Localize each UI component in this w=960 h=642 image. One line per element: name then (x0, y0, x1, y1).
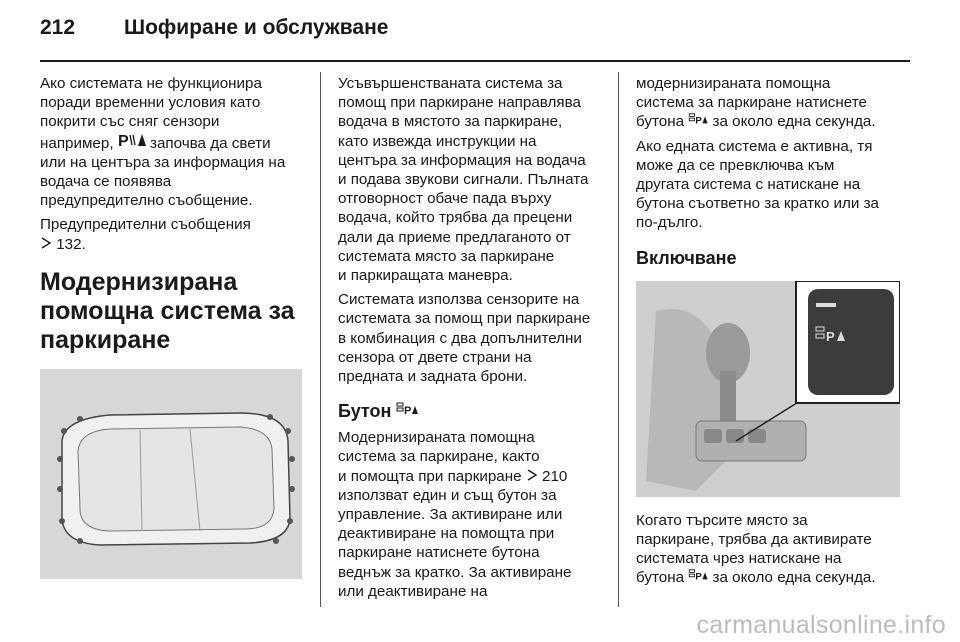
text-line: или на центъра за информация на (40, 153, 286, 171)
cross-reference-link[interactable]: 210 (542, 467, 568, 485)
text-line: и помощта при паркиране (338, 467, 522, 485)
text-line: сензора от двете страни на (338, 348, 532, 366)
svg-text:P: P (826, 328, 835, 344)
text-line: бутона съответно за кратко или за (636, 195, 879, 213)
text-line: паркиране натиснете бутона (338, 544, 540, 562)
text-line: предупредително съобщение. (40, 192, 253, 210)
text-line: веднъж за кратко. За активиране (338, 563, 572, 581)
page-number: 212 (40, 16, 76, 39)
column-divider (618, 72, 619, 607)
parking-assist-icon (396, 400, 418, 422)
paragraph-search-parking (636, 511, 904, 588)
heading-line: паркиране (40, 325, 171, 354)
text-line: помощ при паркиране направлява (338, 94, 581, 112)
text-line: Ако едната система е активна, тя (636, 137, 873, 155)
text-line: предната и задната брони. (338, 368, 528, 386)
text-line: например, (40, 134, 118, 152)
paragraph-sensors (338, 290, 606, 386)
text-line: водача се появява (40, 173, 172, 191)
text-line: покрити със сняг сензори (40, 113, 220, 131)
text-line: може да се превключва към (636, 156, 835, 174)
text-line: или деактивиране на (338, 582, 488, 600)
text-line: деактивиране на помощта при (338, 525, 555, 543)
svg-text:P: P (695, 571, 703, 583)
text-line: поради временни условия като (40, 94, 261, 112)
paragraph-warning-messages (40, 215, 302, 253)
text-line: в комбинация с два допълнителни (338, 329, 582, 347)
text-line: и паркиращата маневра. (338, 267, 513, 285)
text-line: Модернизираната помощна (338, 429, 535, 447)
text-line: системата чрез натискане на (636, 550, 842, 568)
text-line: Предупредителни съобщения (40, 216, 251, 234)
text-line: системата място за паркиране (338, 247, 555, 265)
text-line: бутона (636, 113, 685, 131)
svg-text:P: P (695, 115, 703, 127)
header-rule (40, 60, 910, 62)
text-line: Когато търсите място за (636, 511, 808, 529)
arrow-ref-icon (40, 235, 52, 254)
text-line: и подава звукови сигнали. Пълната (338, 171, 589, 189)
arrow-ref-icon (526, 467, 538, 486)
svg-text:P: P (117, 132, 129, 148)
cross-reference-link[interactable]: 132. (56, 235, 86, 253)
section-heading-button (338, 400, 606, 422)
text-line: другата система с натискане на (636, 176, 861, 194)
svg-text:P: P (404, 405, 412, 418)
column-3 (636, 74, 904, 592)
text-line: управление. За активиране или (338, 506, 563, 524)
section-heading-advanced-park-assist (40, 268, 302, 355)
page-title: Шофиране и обслужване (124, 16, 389, 39)
text-line: центъра за информация на водача (338, 151, 586, 169)
heading-line: помощна система за (40, 296, 295, 325)
car-sensors-illustration (40, 369, 302, 579)
section-heading-activation: Включване (636, 247, 737, 268)
paragraph-switching (636, 137, 904, 233)
text-line: системата за помощ при паркиране (338, 310, 591, 328)
text-line: използват един и същ бутон за (338, 486, 557, 504)
paragraph-system-description (338, 74, 606, 285)
text-line: започва да свети (145, 134, 271, 152)
text-line: като извежда инструкции на (338, 132, 537, 150)
text-line: за около една секунда. (712, 569, 876, 587)
text-line: за около една секунда. (712, 113, 876, 131)
paragraph-advanced-activation (636, 74, 904, 132)
text-line: система за паркиране натиснете (636, 94, 867, 112)
watermark: carmanualsonline.info (696, 611, 946, 639)
paragraph-button-usage (338, 428, 606, 601)
parking-assist-icon (688, 568, 708, 587)
paragraph-temporary-conditions (40, 74, 302, 210)
text-line: паркиране, трябва да активирате (636, 530, 872, 548)
text-line: система за паркиране, както (338, 448, 540, 466)
center-console-illustration (636, 281, 900, 497)
text-line: по-дълго. (636, 214, 703, 232)
text-line: бутона (636, 569, 685, 587)
text-line: Усъвършенстваната система за (338, 75, 563, 92)
text-line: водача, който трябва да прецени (338, 209, 573, 227)
heading-text: Бутон (338, 401, 392, 422)
text-line: отговорност обаче пада върху (338, 190, 552, 208)
text-line: Системата използва сензорите на (338, 291, 580, 309)
text-line: дали да приеме предлаганото от (338, 228, 571, 246)
text-line: модернизираната помощна (636, 75, 831, 92)
parking-assist-icon (688, 112, 708, 131)
heading-line: Модернизирана (40, 267, 238, 296)
column-divider (320, 72, 321, 607)
column-1 (40, 74, 302, 579)
text-line: водача в мястото за паркиране, (338, 113, 563, 131)
parking-warning-icon (118, 132, 146, 153)
text-line: Ако системата не функционира (40, 75, 262, 92)
column-2 (338, 74, 606, 606)
page-header (40, 12, 920, 62)
